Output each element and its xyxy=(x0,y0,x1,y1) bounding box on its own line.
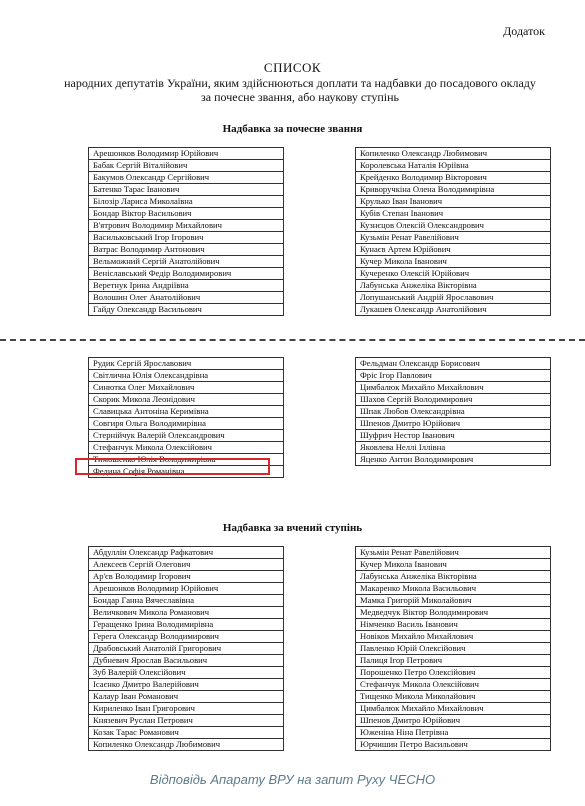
table-row xyxy=(89,196,284,208)
table-row xyxy=(356,292,551,304)
deputy-name-cell: Бондар Ганна Вячеславівна xyxy=(89,595,284,607)
deputy-name-cell: Тищенко Микола Миколайович xyxy=(356,691,551,703)
section-academic-degree: Надбавка за вчений ступінь xyxy=(222,522,363,534)
table-row xyxy=(89,547,284,559)
table-row xyxy=(356,244,551,256)
table-row xyxy=(89,559,284,571)
table-row xyxy=(89,739,284,751)
deputy-name-cell: Шахов Сергій Володимирович xyxy=(356,394,551,406)
deputy-name-cell: Драбовський Анатолій Григорович xyxy=(89,643,284,655)
addendum-label: Додаток xyxy=(503,24,545,38)
table-row xyxy=(356,232,551,244)
deputy-name-cell: Арешонков Володимир Юрійович xyxy=(89,583,284,595)
page-break-divider xyxy=(0,339,585,341)
deputy-name-cell: Криворучкіна Олена Володимирівна xyxy=(356,184,551,196)
deputy-name-cell: Лукашев Олександр Анатолійович xyxy=(356,304,551,316)
deputy-name-cell: Королевська Наталія Юріївна xyxy=(356,160,551,172)
document-subtitle: народних депутатів України, яким здійснюються доплати та надбавки до посадового окладу за почесне звання, або наукову ступінь xyxy=(64,76,536,104)
table-row xyxy=(356,358,551,370)
degree-table-left xyxy=(88,546,284,751)
table-row xyxy=(356,184,551,196)
deputy-name-cell: Калаур Іван Романович xyxy=(89,691,284,703)
deputy-name-cell: Ватрас Володимир Антонович xyxy=(89,244,284,256)
deputy-name-cell: Абдуллін Олександр Рафкатович xyxy=(89,547,284,559)
table-row xyxy=(89,571,284,583)
table-row xyxy=(89,304,284,316)
table-row xyxy=(356,196,551,208)
table-row xyxy=(89,184,284,196)
deputy-name-cell: Бакумов Олександр Сергійович xyxy=(89,172,284,184)
deputy-name-cell: Славицька Антоніна Керимівна xyxy=(89,406,284,418)
deputy-name-cell: Шпенов Дмитро Юрійович xyxy=(356,418,551,430)
table-row xyxy=(89,631,284,643)
table-row xyxy=(89,418,284,430)
deputy-name-cell: Лабунська Анжеліка Вікторівна xyxy=(356,571,551,583)
deputy-name-cell: Кучер Микола Іванович xyxy=(356,559,551,571)
honorary-table-left xyxy=(88,147,284,316)
table-row xyxy=(89,172,284,184)
deputy-name-cell: Ар'єв Володимир Ігорович xyxy=(89,571,284,583)
table-row xyxy=(356,382,551,394)
table-row xyxy=(89,370,284,382)
deputy-name-cell: Яценко Антон Володимирович xyxy=(356,454,551,466)
deputy-name-cell: Синютка Олег Михайлович xyxy=(89,382,284,394)
table-row xyxy=(356,595,551,607)
table-row xyxy=(89,655,284,667)
table-row xyxy=(356,208,551,220)
deputy-name-cell: Цимбалюк Михайло Михайлович xyxy=(356,382,551,394)
deputy-name-cell: Кучеренко Олексій Юрійович xyxy=(356,268,551,280)
table-row xyxy=(356,703,551,715)
deputy-name-cell: Лабунська Анжеліка Вікторівна xyxy=(356,280,551,292)
deputy-name-cell: Фріс Ігор Павлович xyxy=(356,370,551,382)
deputy-name-cell: Федина Софія Романівна xyxy=(89,466,284,478)
deputy-name-cell: Стефанчук Микола Олексійович xyxy=(356,679,551,691)
table-row xyxy=(356,631,551,643)
deputy-name-cell: Козак Тарас Романович xyxy=(89,727,284,739)
table-row xyxy=(89,280,284,292)
deputy-name-cell: Лопушанський Андрій Ярославович xyxy=(356,292,551,304)
table-row xyxy=(356,547,551,559)
table-row xyxy=(89,148,284,160)
deputy-name-cell: Шпенов Дмитро Юрійович xyxy=(356,715,551,727)
table-row xyxy=(356,268,551,280)
deputy-name-cell: Герега Олександр Володимирович xyxy=(89,631,284,643)
table-row xyxy=(356,655,551,667)
deputy-name-cell: Кубів Степан Іванович xyxy=(356,208,551,220)
table-row xyxy=(356,280,551,292)
deputy-name-cell: Палиця Ігор Петрович xyxy=(356,655,551,667)
table-row xyxy=(356,430,551,442)
deputy-name-cell: Кузьмін Ренат Равелійович xyxy=(356,232,551,244)
deputy-name-cell: Кузьмін Ренат Равелійович xyxy=(356,547,551,559)
table-row xyxy=(89,727,284,739)
deputy-name-cell: Стернійчук Валерій Олександрович xyxy=(89,430,284,442)
highlight-box xyxy=(75,458,270,475)
table-row xyxy=(356,256,551,268)
deputy-name-cell: Фельдман Олександр Борисович xyxy=(356,358,551,370)
deputy-name-cell: В'ятрович Володимир Михайлович xyxy=(89,220,284,232)
table-row xyxy=(356,607,551,619)
deputy-name-cell: Князевич Руслан Петрович xyxy=(89,715,284,727)
deputy-name-cell: Копиленко Олександр Любимович xyxy=(356,148,551,160)
table-row xyxy=(356,559,551,571)
deputy-name-cell: Волошин Олег Анатолійович xyxy=(89,292,284,304)
table-row xyxy=(89,394,284,406)
table-row xyxy=(89,643,284,655)
section-honorary-title: Надбавка за почесне звання xyxy=(222,123,363,135)
honorary-table-right xyxy=(355,147,551,316)
table-row xyxy=(356,406,551,418)
deputy-name-cell: Батенко Тарас Іванович xyxy=(89,184,284,196)
deputy-name-cell: Стефанчук Микола Олексійович xyxy=(89,442,284,454)
table-row xyxy=(89,691,284,703)
table-row xyxy=(89,208,284,220)
deputy-name-cell: Крулько Іван Іванович xyxy=(356,196,551,208)
deputy-name-cell: Німченко Василь Іванович xyxy=(356,619,551,631)
deputy-name-cell: Світлична Юлія Олександрівна xyxy=(89,370,284,382)
table-row xyxy=(356,727,551,739)
deputy-name-cell: Величкович Микола Романович xyxy=(89,607,284,619)
deputy-name-cell: Новіков Михайло Михайлович xyxy=(356,631,551,643)
table-row xyxy=(89,715,284,727)
table-row xyxy=(356,715,551,727)
table-row xyxy=(356,739,551,751)
deputy-name-cell: Совгиря Ольга Володимирівна xyxy=(89,418,284,430)
deputy-name-cell: Геращенко Ірина Володимирівна xyxy=(89,619,284,631)
deputy-name-cell: Мамка Григорій Миколайович xyxy=(356,595,551,607)
table-row xyxy=(356,643,551,655)
deputy-name-cell: Веретнук Ірина Андріївна xyxy=(89,280,284,292)
degree-table-right xyxy=(355,546,551,751)
deputy-name-cell: Юженіна Ніна Петрівна xyxy=(356,727,551,739)
table-row xyxy=(356,172,551,184)
table-row xyxy=(89,160,284,172)
table-row xyxy=(89,595,284,607)
table-row xyxy=(89,442,284,454)
deputy-name-cell: Кузнєцов Олексій Олександрович xyxy=(356,220,551,232)
image-caption: Відповідь Апарату ВРУ на запит Руху ЧЕСНО xyxy=(149,772,436,787)
table-row xyxy=(89,232,284,244)
deputy-name-cell: Макаренко Микола Васильович xyxy=(356,583,551,595)
table-row xyxy=(89,667,284,679)
deputy-name-cell: Кучер Микола Іванович xyxy=(356,256,551,268)
table-row xyxy=(356,148,551,160)
table-row xyxy=(356,667,551,679)
table-row xyxy=(89,268,284,280)
deputy-name-cell: Копиленко Олександр Любимович xyxy=(89,739,284,751)
table-row xyxy=(356,418,551,430)
table-row xyxy=(89,292,284,304)
deputy-name-cell: Арешонков Володимир Юрійович xyxy=(89,148,284,160)
table-row xyxy=(89,358,284,370)
deputy-name-cell: Скорик Микола Леонідович xyxy=(89,394,284,406)
deputy-name-cell: Зуб Валерій Олексійович xyxy=(89,667,284,679)
table-row xyxy=(356,304,551,316)
deputy-name-cell: Вельможний Сергій Анатолійович xyxy=(89,256,284,268)
deputy-name-cell: Дубневич Ярослав Васильович xyxy=(89,655,284,667)
table-row xyxy=(356,571,551,583)
table-row xyxy=(356,679,551,691)
deputy-name-cell: Крейденко Володимир Вікторович xyxy=(356,172,551,184)
table-row xyxy=(356,394,551,406)
continued-table-right xyxy=(355,357,551,466)
deputy-name-cell: Юрчишин Петро Васильович xyxy=(356,739,551,751)
table-row xyxy=(356,442,551,454)
deputy-name-cell: Ісаєнко Дмитро Валерійович xyxy=(89,679,284,691)
deputy-name-cell: Гайду Олександр Васильович xyxy=(89,304,284,316)
table-row xyxy=(356,619,551,631)
deputy-name-cell: Білозір Лариса Миколаївна xyxy=(89,196,284,208)
deputy-name-cell: Васильковський Ігор Ігорович xyxy=(89,232,284,244)
table-row xyxy=(89,430,284,442)
deputy-name-cell: Павленко Юрій Олексійович xyxy=(356,643,551,655)
table-row xyxy=(89,256,284,268)
table-row xyxy=(89,703,284,715)
table-row xyxy=(356,691,551,703)
deputy-name-cell: Медведчук Віктор Володимирович xyxy=(356,607,551,619)
deputy-name-cell: Алексеєв Сергій Олегович xyxy=(89,559,284,571)
table-row xyxy=(89,220,284,232)
table-row xyxy=(356,370,551,382)
table-row xyxy=(356,220,551,232)
table-row xyxy=(89,583,284,595)
deputy-name-cell: Веніславський Федір Володимирович xyxy=(89,268,284,280)
deputy-name-cell: Тимошенко Юлія Володимирівна xyxy=(89,454,284,466)
table-row xyxy=(356,454,551,466)
deputy-name-cell: Бабак Сергій Віталійович xyxy=(89,160,284,172)
table-row xyxy=(89,406,284,418)
deputy-name-cell: Рудик Сергій Ярославович xyxy=(89,358,284,370)
deputy-name-cell: Кунаєв Артем Юрійович xyxy=(356,244,551,256)
table-row xyxy=(89,619,284,631)
deputy-name-cell: Бондар Віктор Васильович xyxy=(89,208,284,220)
table-row xyxy=(89,679,284,691)
deputy-name-cell: Яковлева Неллі Іллівна xyxy=(356,442,551,454)
table-row xyxy=(89,244,284,256)
deputy-name-cell: Шпак Любов Олександрівна xyxy=(356,406,551,418)
table-row xyxy=(89,382,284,394)
table-row xyxy=(356,583,551,595)
deputy-name-cell: Цимбалюк Михайло Михайлович xyxy=(356,703,551,715)
document-title: СПИСОК xyxy=(263,60,322,75)
table-row xyxy=(89,607,284,619)
deputy-name-cell: Кириленко Іван Григорович xyxy=(89,703,284,715)
deputy-name-cell: Порошенко Петро Олексійович xyxy=(356,667,551,679)
table-row xyxy=(356,160,551,172)
deputy-name-cell: Шуфрич Нестор Іванович xyxy=(356,430,551,442)
